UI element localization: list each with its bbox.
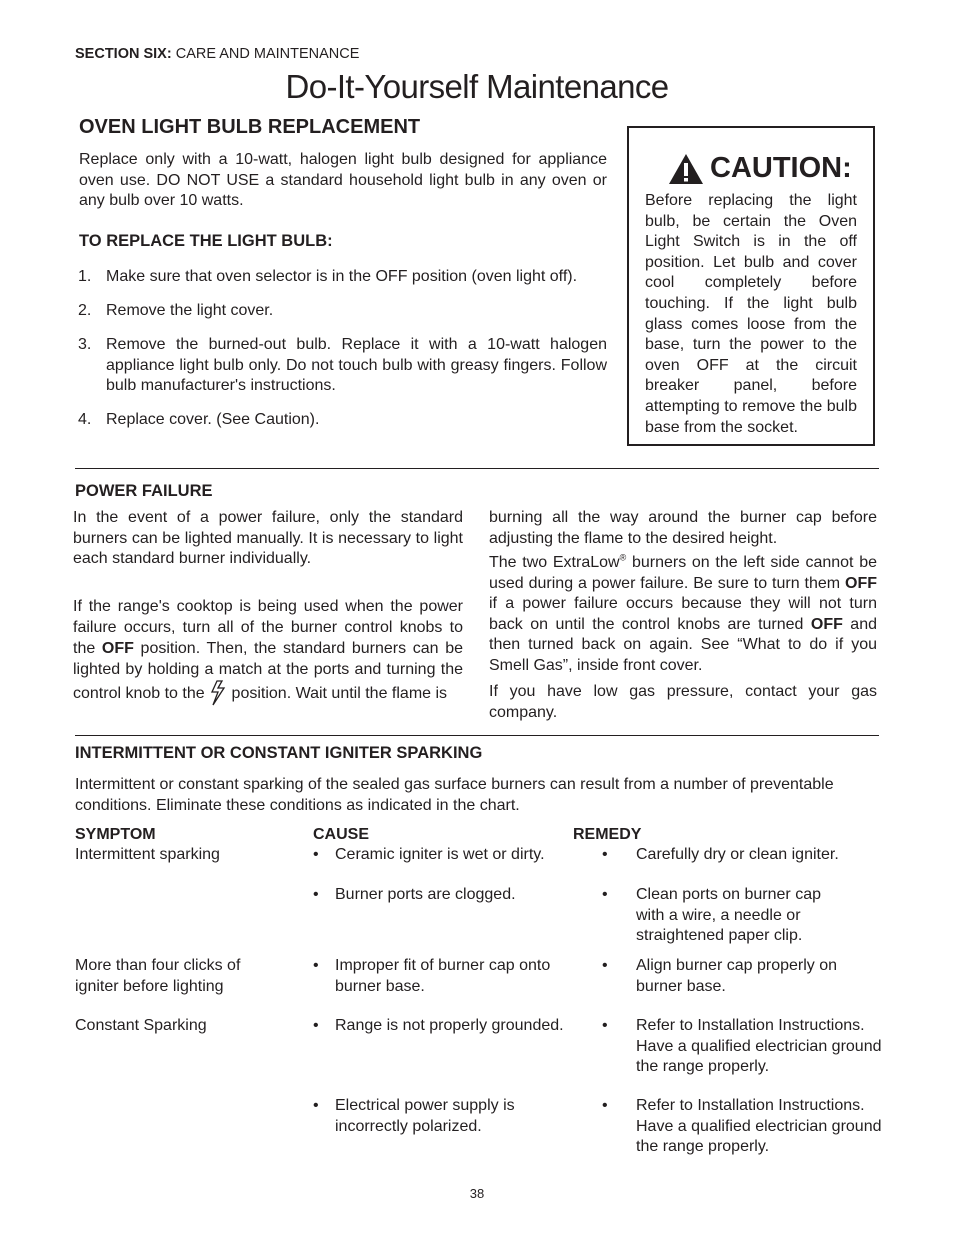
page-number: 38 bbox=[469, 1186, 485, 1201]
col-symptom-header: SYMPTOM bbox=[75, 826, 156, 843]
col-remedy-header: REMEDY bbox=[573, 826, 642, 843]
step-number: 1. bbox=[78, 268, 92, 285]
bullet: • bbox=[602, 1097, 608, 1114]
cause-text: Burner ports are clogged. bbox=[335, 886, 516, 903]
step-text: Remove the light cover. bbox=[106, 302, 274, 320]
bullet: • bbox=[313, 957, 319, 974]
off-label: OFF bbox=[101, 640, 134, 657]
power-failure-heading: POWER FAILURE bbox=[75, 482, 213, 500]
step-number: 4. bbox=[78, 411, 92, 429]
caution-text: Before replacing the light bulb, be certain the Oven Light Switch is in the off position. Let bulb and cover cool completely before touching. If the light bulb glass comes loose from the base, turn the power to the oven OFF at the circuit breaker panel, before attempting to remove the bulb base from the socket. bbox=[645, 192, 857, 436]
bullet: • bbox=[313, 1017, 319, 1034]
p4-text-d: and then turned back on again. See “What to do if you Smell Gas”, inside front cover. bbox=[489, 615, 878, 674]
replace-bulb-subheading: TO REPLACE THE LIGHT BULB: bbox=[79, 232, 333, 250]
p2-text-b: position. Then, the standard burners can be lighted by holding a match at the ports and turning the control knob to the bbox=[73, 640, 463, 702]
symptom-cell: More than four clicks of igniter before lighting bbox=[75, 957, 241, 995]
registered-mark: ® bbox=[619, 552, 627, 563]
cause-text: Range is not properly grounded. bbox=[335, 1017, 564, 1034]
list-item bbox=[78, 335, 607, 397]
off-label: OFF bbox=[810, 615, 843, 633]
divider bbox=[75, 468, 879, 469]
off-label: OFF bbox=[845, 574, 877, 592]
cause-text: Improper fit of burner cap onto burner base. bbox=[335, 957, 551, 995]
igniter-heading: INTERMITTENT OR CONSTANT IGNITER SPARKING bbox=[75, 744, 483, 762]
divider bbox=[75, 735, 879, 736]
symptom-cell: Constant Sparking bbox=[75, 1017, 207, 1034]
section-label bbox=[75, 46, 359, 62]
p4-text-c: if a power failure occurs because they will not turn back on until the control knobs are turned bbox=[489, 595, 877, 633]
remedy-text: Refer to Installation Instructions. Have a qualified electrician ground the range properly. bbox=[636, 1017, 882, 1076]
step-text: Make sure that oven selector is in the OFF position (oven light off). bbox=[106, 268, 578, 285]
section-label-bold: SECTION SIX: bbox=[75, 46, 172, 62]
warning-triangle-icon bbox=[668, 153, 704, 185]
power-failure-p5: If you have low gas pressure, contact your gas company. bbox=[489, 683, 877, 721]
bullet: • bbox=[313, 886, 319, 903]
caution-title: CAUTION: bbox=[710, 152, 852, 184]
bullet: • bbox=[313, 846, 319, 863]
oven-light-heading: OVEN LIGHT BULB REPLACEMENT bbox=[79, 116, 421, 138]
oven-light-intro: Replace only with a 10-watt, halogen light bulb designed for appliance oven use. DO NOT USE a standard household light bulb in any oven or any bulb over 10 watts. bbox=[79, 151, 607, 210]
list-item bbox=[78, 301, 607, 322]
symptom-cell: Intermittent sparking bbox=[75, 846, 220, 863]
bullet: • bbox=[602, 886, 608, 903]
p4-text-a: The two ExtraLow bbox=[489, 554, 620, 571]
step-number: 2. bbox=[78, 302, 92, 320]
step-text: Replace cover. (See Caution). bbox=[106, 411, 320, 429]
remedy-text: Align burner cap properly on burner base. bbox=[636, 957, 838, 995]
list-item bbox=[78, 267, 607, 288]
cause-text: Ceramic igniter is wet or dirty. bbox=[335, 846, 545, 863]
list-item bbox=[78, 410, 607, 431]
bullet: • bbox=[602, 957, 608, 974]
bullet: • bbox=[313, 1097, 319, 1114]
power-failure-p1: In the event of a power failure, only the standard burners can be lighted manually. It is necessary to light each standard burner individually. bbox=[73, 509, 463, 568]
bullet: • bbox=[602, 1017, 608, 1034]
bullet: • bbox=[602, 846, 608, 863]
p2-text-a: If the range's cooktop is being used when the power failure occurs, turn all of the burner control knobs to the bbox=[73, 598, 463, 657]
remedy-text: Carefully dry or clean igniter. bbox=[636, 846, 839, 863]
step-number: 3. bbox=[78, 336, 92, 354]
power-failure-p3: burning all the way around the burner cap before adjusting the flame to the desired height. bbox=[489, 509, 877, 547]
power-failure-p4 bbox=[489, 553, 877, 677]
col-cause-header: CAUSE bbox=[313, 826, 370, 843]
p2-text-c: position. Wait until the flame is bbox=[227, 685, 448, 702]
igniter-intro: Intermittent or constant sparking of the sealed gas surface burners can result from a number of preventable conditions. Eliminate these conditions as indicated in the chart. bbox=[75, 776, 834, 814]
remedy-text: Refer to Installation Instructions. Have a qualified electrician ground the range properly. bbox=[636, 1097, 882, 1156]
p4-text-b: burners on the left side cannot be used during a power failure. Be sure to turn them bbox=[489, 554, 878, 592]
caution-heading bbox=[668, 152, 852, 185]
spark-ignite-icon bbox=[209, 680, 227, 706]
step-text: Remove the burned-out bulb. Replace it with a 10-watt halogen appliance light bulb only. Do not touch bulb with greasy fingers. Follow bulb manufacturer's instructions. bbox=[106, 336, 607, 395]
remedy-text: Clean ports on burner cap with a wire, a needle or straightened paper clip. bbox=[636, 886, 821, 945]
replace-steps-list bbox=[78, 267, 607, 445]
page-title: Do-It-Yourself Maintenance bbox=[285, 68, 669, 105]
cause-text: Electrical power supply is incorrectly polarized. bbox=[335, 1097, 515, 1135]
section-label-text: CARE AND MAINTENANCE bbox=[175, 46, 360, 62]
power-failure-p2 bbox=[73, 596, 463, 706]
